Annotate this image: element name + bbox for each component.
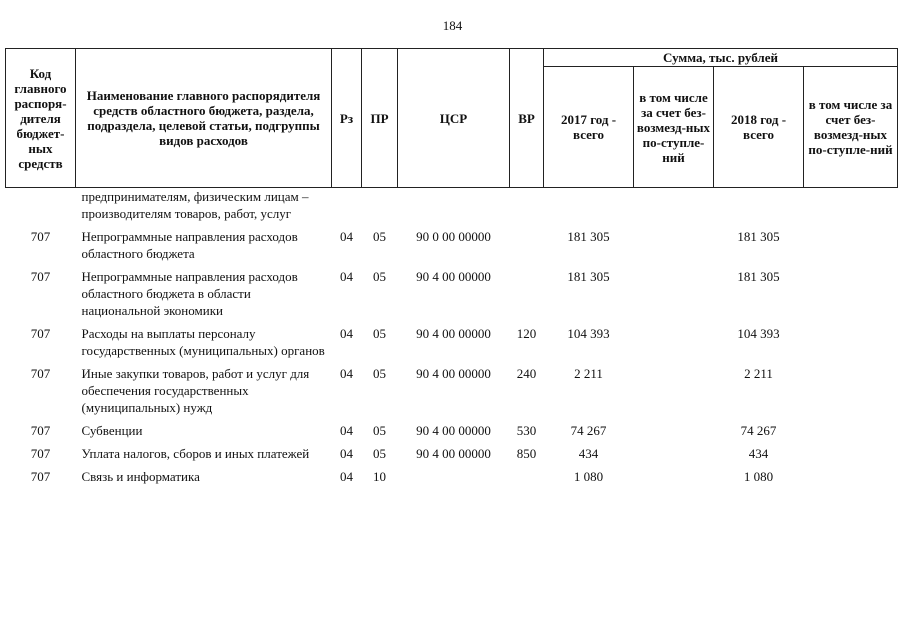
cell-2018-total: 181 305 xyxy=(737,229,780,244)
table-row xyxy=(6,228,898,262)
cell-vr: 530 xyxy=(516,423,537,438)
cell-2017-total: 74 267 xyxy=(570,423,607,438)
cell-2018-total xyxy=(714,188,804,223)
cell-pr: 10 xyxy=(373,469,386,484)
cell-2017-gratuitous xyxy=(634,468,714,485)
header-2018-total: 2018 год - всего xyxy=(714,67,804,188)
cell-vr xyxy=(510,188,544,223)
cell-2018-total: 181 305 xyxy=(737,269,780,284)
cell-pr: 05 xyxy=(373,423,386,438)
table-row xyxy=(6,188,898,223)
cell-2018-gratuitous xyxy=(804,445,898,462)
cell-csr: 90 4 00 00000 xyxy=(416,423,491,438)
header-name: Наименование главного распорядителя средств областного бюджета, раздела, подраздела, целевой статьи, подгруппы видов расходов xyxy=(76,49,332,188)
cell-2018-gratuitous xyxy=(804,365,898,416)
cell-2018-total: 1 080 xyxy=(743,469,774,484)
cell-vr: 850 xyxy=(516,446,537,461)
cell-rz: 04 xyxy=(340,446,353,461)
cell-code: 707 xyxy=(30,326,51,341)
header-csr: ЦСР xyxy=(398,49,510,188)
cell-2017-total: 104 393 xyxy=(567,326,610,341)
header-2017-total: 2017 год - всего xyxy=(544,67,634,188)
cell-pr: 05 xyxy=(373,229,386,244)
cell-vr xyxy=(510,468,544,485)
cell-name: Непрограммные направления расходов областного бюджета xyxy=(81,229,298,261)
cell-name: Непрограммные направления расходов областного бюджета в области национальной экономики xyxy=(81,269,298,318)
cell-csr xyxy=(398,468,510,485)
cell-name: Связь и информатика xyxy=(81,469,200,484)
cell-vr: 120 xyxy=(516,326,537,341)
cell-rz: 04 xyxy=(340,469,353,484)
cell-2017-gratuitous xyxy=(634,325,714,359)
cell-code xyxy=(6,188,76,223)
header-code: Код главного распоря-дителя бюджет-ных средств xyxy=(6,49,76,188)
table-body xyxy=(6,188,898,486)
cell-2017-total: 434 xyxy=(578,446,599,461)
cell-csr: 90 4 00 00000 xyxy=(416,269,491,284)
cell-rz: 04 xyxy=(340,366,353,381)
cell-name: Расходы на выплаты персоналу государственных (муниципальных) органов xyxy=(81,326,325,358)
cell-2018-gratuitous xyxy=(804,188,898,223)
cell-2018-total: 74 267 xyxy=(740,423,777,438)
cell-code: 707 xyxy=(30,229,51,244)
header-rz: Рз xyxy=(332,49,362,188)
cell-2017-total: 2 211 xyxy=(574,366,603,381)
cell-2018-total: 2 211 xyxy=(744,366,773,381)
cell-csr: 90 4 00 00000 xyxy=(416,326,491,341)
cell-2017-gratuitous xyxy=(634,188,714,223)
table-row xyxy=(6,468,898,485)
cell-vr xyxy=(510,228,544,262)
cell-2018-gratuitous xyxy=(804,228,898,262)
cell-code: 707 xyxy=(30,366,51,381)
cell-rz: 04 xyxy=(340,326,353,341)
cell-name: Субвенции xyxy=(81,423,143,438)
table-row xyxy=(6,325,898,359)
cell-rz: 04 xyxy=(340,423,353,438)
cell-2017-gratuitous xyxy=(634,422,714,439)
cell-rz: 04 xyxy=(340,269,353,284)
cell-2017-gratuitous xyxy=(634,365,714,416)
cell-name: предпринимателям, физическим лицам – производителям товаров, работ, услуг xyxy=(81,189,309,221)
cell-2017-gratuitous xyxy=(634,268,714,319)
cell-csr xyxy=(398,188,510,223)
cell-2017-gratuitous xyxy=(634,228,714,262)
table-row xyxy=(6,365,898,416)
cell-code: 707 xyxy=(30,269,51,284)
table-row xyxy=(6,445,898,462)
cell-2018-gratuitous xyxy=(804,468,898,485)
cell-name: Уплата налогов, сборов и иных платежей xyxy=(81,446,310,461)
header-pr: ПР xyxy=(362,49,398,188)
cell-2017-total: 1 080 xyxy=(573,469,604,484)
table-header xyxy=(6,49,898,188)
cell-code: 707 xyxy=(30,423,51,438)
cell-csr: 90 0 00 00000 xyxy=(416,229,491,244)
table-row xyxy=(6,268,898,319)
cell-vr xyxy=(510,268,544,319)
cell-csr: 90 4 00 00000 xyxy=(416,446,491,461)
cell-pr: 05 xyxy=(373,366,386,381)
cell-2018-total: 104 393 xyxy=(737,326,780,341)
cell-2018-total: 434 xyxy=(748,446,769,461)
header-sum-group: Сумма, тыс. рублей xyxy=(544,49,898,67)
cell-name: Иные закупки товаров, работ и услуг для обеспечения государственных (муниципальных) нужд xyxy=(81,366,310,415)
cell-pr: 05 xyxy=(373,326,386,341)
table-row xyxy=(6,422,898,439)
header-vr: ВР xyxy=(510,49,544,188)
cell-pr: 05 xyxy=(373,446,386,461)
cell-pr: 05 xyxy=(373,269,386,284)
page-number: 184 xyxy=(442,18,463,33)
header-2018-gratuitous: в том числе за счет без-возмезд-ных по-ступле-ний xyxy=(804,67,898,188)
cell-csr: 90 4 00 00000 xyxy=(416,366,491,381)
cell-2017-total: 181 305 xyxy=(567,269,610,284)
cell-2017-total xyxy=(544,188,634,223)
cell-2018-gratuitous xyxy=(804,422,898,439)
cell-2018-gratuitous xyxy=(804,325,898,359)
cell-2017-gratuitous xyxy=(634,445,714,462)
cell-2017-total: 181 305 xyxy=(567,229,610,244)
header-2017-gratuitous: в том числе за счет без-возмезд-ных по-ступле-ний xyxy=(634,67,714,188)
cell-vr: 240 xyxy=(516,366,537,381)
cell-rz xyxy=(332,188,362,223)
cell-rz: 04 xyxy=(340,229,353,244)
budget-table xyxy=(5,48,898,485)
cell-2018-gratuitous xyxy=(804,268,898,319)
cell-code: 707 xyxy=(30,446,51,461)
cell-code: 707 xyxy=(30,469,51,484)
cell-pr xyxy=(362,188,398,223)
